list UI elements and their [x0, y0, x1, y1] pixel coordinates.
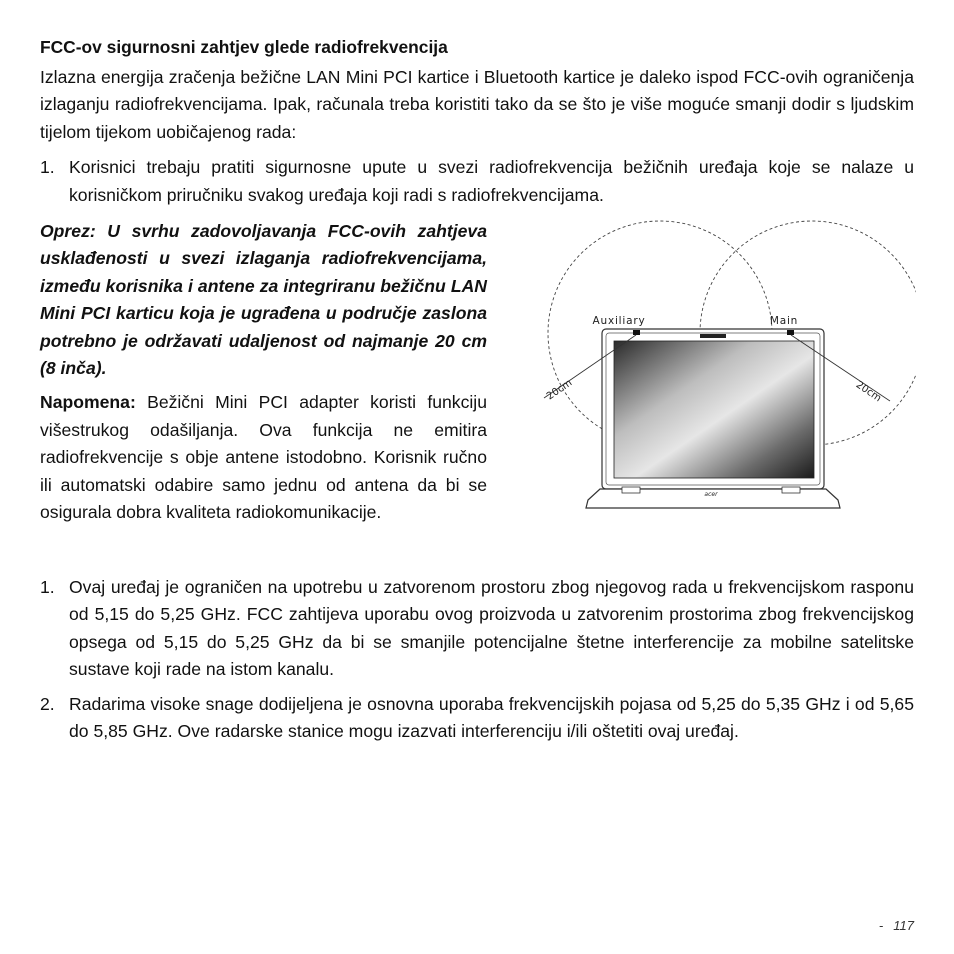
- caution-text: Oprez: U svrhu zadovoljavanja FCC-ovih zahtjeva usklađenosti u svezi izlaganja radiofrekvencijama, između korisnika i antene za integriranu bežičnu LAN Mini PCI karticu koja je ugrađena u područje zaslona potrebno je održavati udaljenost od najmanje 20 cm (8 inča).: [40, 221, 487, 379]
- list-item: [40, 691, 914, 746]
- document-page: [40, 36, 914, 752]
- precaution-list-bottom: [40, 574, 914, 745]
- caution-column: [40, 218, 487, 526]
- main-antenna-marker: [787, 330, 794, 335]
- auxiliary-label: Auxiliary: [592, 315, 646, 328]
- note-paragraph: [40, 389, 487, 526]
- section-heading: FCC-ov sigurnosni zahtjev glede radiofrekvencija: [40, 37, 448, 57]
- page-footer: [879, 918, 914, 933]
- list-item-text: Ovaj uređaj je ograničen na upotrebu u zatvorenom prostoru zbog njegovog rada u frekvencijskom rasponu od 5,15 do 5,25 GHz. FCC zahtijeva uporabu ovog proizvoda u zatvorenim prostorima zbog frekvencijskog opsega od 5,15 do 5,25 GHz da bi se smanjile potencijalne štetne interferencije za mobilne satelitske sustave koji rade na istom kanalu.: [69, 577, 914, 680]
- note-label: Napomena:: [40, 392, 136, 413]
- precaution-list-top: [40, 154, 914, 209]
- auxiliary-antenna-marker: [633, 330, 640, 335]
- caution-figure-block: [40, 218, 914, 574]
- list-item: [40, 574, 914, 684]
- list-item: [40, 154, 914, 209]
- laptop-screen: [614, 341, 814, 478]
- note-text: Bežični Mini PCI adapter koristi funkciju višestrukog odašiljanja. Ova funkcija ne emitira radiofrekvencije s obje antene istodobno. Korisnik ručno ili automatski odabire samo jednu od antena da bi se osigurala dobra kvaliteta radiokomunikacije.: [40, 392, 487, 523]
- brand-logo: acer: [704, 491, 718, 499]
- intro-paragraph: Izlazna energija zračenja bežične LAN Mini PCI kartice i Bluetooth kartice je daleko ispod FCC-ovih ograničenja izlaganju radiofrekvencijama. Ipak, računala treba koristiti tako da se što je više moguće smanji dodir s ljudskim tijelom tijekom uobičajenog rada:: [40, 67, 914, 142]
- list-item-number: 1.: [40, 157, 55, 178]
- list-item-number: 2.: [40, 693, 55, 714]
- distance-label-left: 20cm: [544, 377, 575, 403]
- list-item-number: 1.: [40, 577, 55, 598]
- footer-dash: -: [878, 918, 884, 933]
- list-item-text: Radarima visoke snage dodijeljena je osnovna uporaba frekvencijskih pojasa od 5,25 do 5,35 GHz i od 5,65 do 5,85 GHz. Ove radarske stanice mogu izazvati interferenciju i/ili oštetiti ovaj uređaj.: [69, 693, 914, 742]
- antenna-distance-figure: [506, 208, 916, 528]
- list-item-text: Korisnici trebaju pratiti sigurnosne upute u svezi radiofrekvencija bežičnih uređaja koje se nalaze u korisničkom priručniku svakog uređaja koji radi s radiofrekvencijama.: [69, 157, 914, 205]
- distance-label-right: 20cm: [853, 379, 884, 405]
- main-label: Main: [769, 315, 799, 328]
- page-number: 117: [893, 918, 914, 933]
